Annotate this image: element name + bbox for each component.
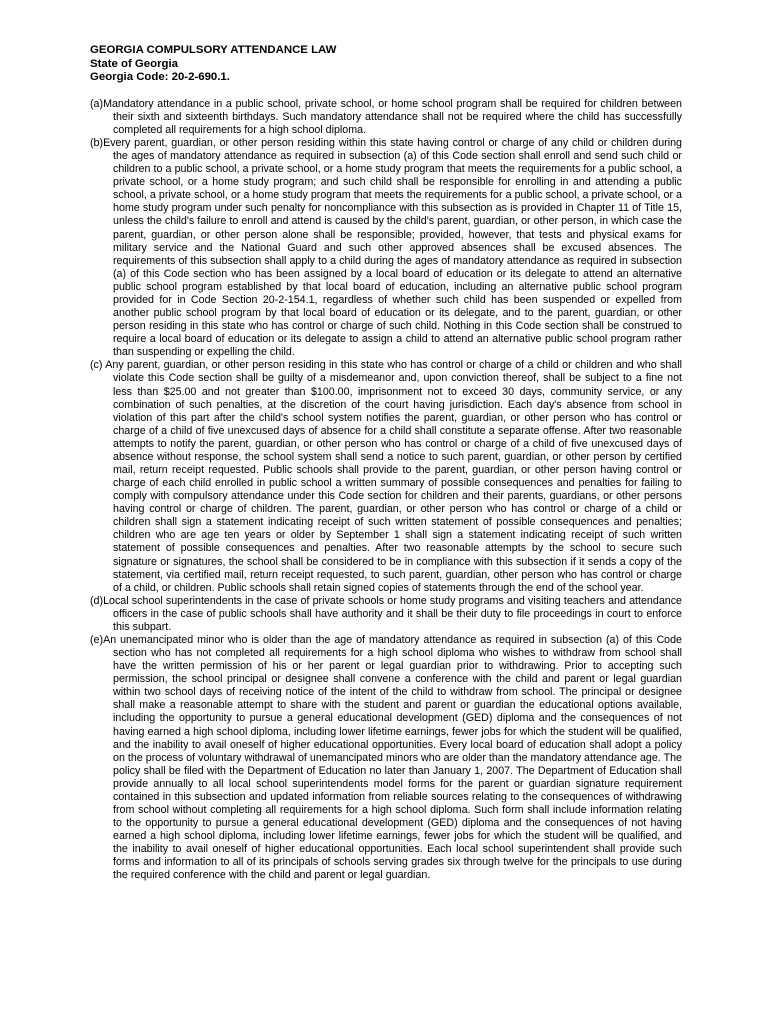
document-state: State of Georgia (90, 57, 178, 70)
document-code: Georgia Code: 20-2-690.1. (90, 71, 230, 84)
section-a (90, 98, 682, 137)
law-sections (90, 98, 682, 883)
section-a-marker: (a) (90, 97, 104, 110)
section-e-text: An unemancipated minor who is older than the age of mandatory attendance as required in subsection (a) of this Code section who has not completed all requirements for a high school diploma who wishes to withdraw from school shall have the written permission of his or her parent or legal guardian prior to withdrawing. Prior to accepting such permission, the school principal or designee shall convene a conference with the child and parent or legal guardian within two school days of receiving notice of the intent of the child to withdraw from school. The principal or designee shall make a reasonable attempt to share with the student and parent or guardian the educational options available, including the opportunity to pursue a general educational development (GED) diploma and the consequences of not having earned a high school diploma, including lower lifetime earnings, fewer jobs for which the student will be qualified, and the inability to avail oneself of higher educational opportunities. Every local board of education shall adopt a policy on the process of voluntary withdrawal of unemancipated minors who are older than the mandatory attendance age. The policy shall be filed with the Department of Education no later than January 1, 2007. The Department of Education shall provide annually to all local school superintendents model forms for the parent or guardian signature requirement contained in this subsection and updated information from reliable sources relating to the consequences of withdrawing from school without completing all requirements for a high school diploma. Such form shall include information relating to the opportunity to pursue a general educational development (GED) diploma and the consequences of not having earned a high school diploma, including lower lifetime earnings, fewer jobs for which the student will be qualified, and the inability to avail oneself of higher educational opportunities. Each local school superintendent shall provide such forms and information to all of its principals of schools serving grades six through twelve for the principals to use during the required conference with the child and parent or legal guardian. (103, 633, 682, 882)
section-b-marker: (b) (90, 137, 104, 150)
section-b-text: Every parent, guardian, or other person residing within this state having control or charge of any child or children during the ages of mandatory attendance as required in subsection (a) of this Code section shall enroll and send such child or children to a public school, a private school, or a home study program that meets the requirements for a public school, a private school, or a home study program; and such child shall be responsible for enrolling in and attending a public school, a private school, or a home study program that meets the requirements for a public school, a private school, or a home study program under such penalty for noncompliance with this subsection as is provided in Chapter 11 of Title 15, unless the child's failure to enroll and attend is caused by the child's parent, guardian, or other person, in which case the parent, guardian, or other person alone shall be responsible; provided, however, that tests and physical exams for military service and the National Guard and such other approved absences shall be excused absences. The requirements of this subsection shall apply to a child during the ages of mandatory attendance as required in subsection (a) of this Code section who has been assigned by a local board of education or its delegate to attend an alternative public school program established by that local board of education, including an alternative public school program provided for in Code Section 20-2-154.1, regardless of whether such child has been suspended or expelled from another public school program by that local board of education or its delegate, and to the parent, guardian, or other person residing in this state who has control or charge of such child. Nothing in this Code section shall be construed to require a local board of education or its delegate to assign a child to attend an alternative public school program rather than suspending or expelling the child. (103, 137, 682, 359)
section-c (90, 359, 682, 594)
section-e (90, 634, 682, 882)
section-d-marker: (d) (90, 594, 104, 607)
section-e-marker: (e) (90, 633, 104, 646)
section-a-text: Mandatory attendance in a public school, private school, or home school program shall be required for children between their sixth and sixteenth birthdays. Such mandatory attendance shall not be required where the child has successfully completed all requirements for a high school diploma. (103, 97, 682, 136)
document-title: GEORGIA COMPULSORY ATTENDANCE LAW (90, 44, 337, 56)
section-d-text: Local school superintendents in the case of private schools or home study programs and visiting teachers and attendance officers in the case of public schools shall have authority and it shall be their duty to file proceedings in court to enforce this subpart. (103, 594, 682, 633)
section-c-text: Any parent, guardian, or other person residing in this state who has control or charge of a child or children and who shall violate this Code section shall be guilty of a misdemeanor and, upon conviction thereof, shall be subject to a fine not less than $25.00 and not greater than $100.00, imprisonment not to exceed 30 days, community service, or any combination of such penalties, at the discretion of the court having jurisdiction. Each day's absence from school in violation of this part after the child's school system notifies the parent, guardian, or other person who has control or charge of a child of five unexcused days of absence for a child shall constitute a separate offense. After two reasonable attempts to notify the parent, guardian, or other person who has control or charge of a child of five unexcused days of absence without response, the school system shall send a notice to such parent, guardian, or other person by certified mail, return receipt requested. Public schools shall provide to the parent, guardian, or other person having control or charge of each child enrolled in public school a written summary of possible consequences and penalties for failing to comply with compulsory attendance under this Code section for children and their parents, guardians, or other persons having control or charge of children. The parent, guardian, or other person who has control or charge of a child or children shall sign a statement indicating receipt of such written statement of possible consequences and penalties; children who are age ten years or older by September 1 shall sign a statement indicating receipt of such written statement of possible consequences and penalties. After two reasonable attempts by the school to secure such signature or signatures, the school shall be considered to be in compliance with this subsection if it sends a copy of the statement, via certified mail, return receipt requested, to such parent, guardian, other person who has control or charge of a child, or children. Public schools shall retain signed copies of statements through the end of the school year. (105, 359, 683, 594)
section-d (90, 595, 682, 634)
section-c-marker: (c) (90, 359, 106, 372)
section-b (90, 137, 682, 359)
document-page (90, 44, 682, 882)
